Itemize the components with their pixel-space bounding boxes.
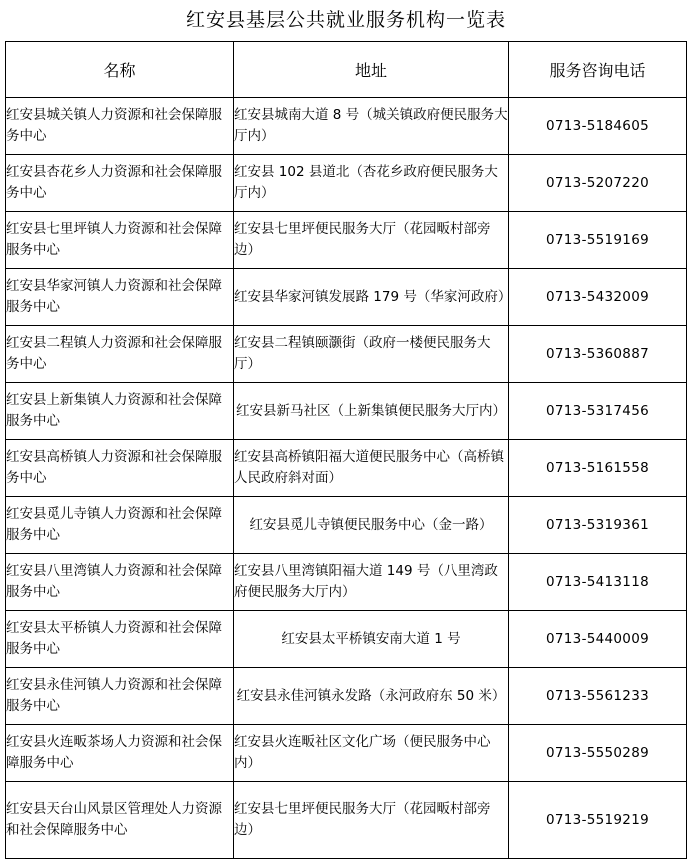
agency-address-text: 红安县高桥镇阳福大道便民服务中心（高桥镇人民政府斜对面） — [234, 449, 504, 486]
agency-address-text: 红安县太平桥镇安南大道 1 号 — [281, 630, 461, 647]
agency-name-text: 红安县华家河镇人力资源和社会保障服务中心 — [6, 278, 222, 315]
agency-name-cell — [6, 383, 234, 440]
agency-name-text: 红安县火连畈茶场人力资源和社会保障服务中心 — [6, 734, 222, 771]
agency-name-cell — [6, 326, 234, 383]
agency-phone-cell — [509, 668, 687, 725]
agency-name-text: 红安县城关镇人力资源和社会保障服务中心 — [6, 107, 222, 144]
agency-name-cell — [6, 497, 234, 554]
agency-table — [5, 41, 687, 859]
table-row — [6, 269, 687, 326]
agency-phone-text: 0713-5360887 — [546, 345, 649, 362]
agency-address-cell — [234, 611, 509, 668]
agency-address-text: 红安县二程镇颐灏街（政府一楼便民服务大厅） — [234, 335, 491, 372]
agency-phone-text: 0713-5317456 — [546, 402, 649, 419]
table-row — [6, 383, 687, 440]
agency-name-text: 红安县天台山风景区管理处人力资源和社会保障服务中心 — [6, 801, 222, 838]
agency-name-cell — [6, 554, 234, 611]
table-row — [6, 611, 687, 668]
agency-name-text: 红安县上新集镇人力资源和社会保障服务中心 — [6, 392, 222, 429]
agency-address-text: 红安县七里坪便民服务大厅（花园畈村部旁边） — [234, 801, 491, 838]
agency-address-text: 红安县八里湾镇阳福大道 149 号（八里湾政府便民服务大厅内） — [234, 563, 498, 600]
agency-phone-cell — [509, 497, 687, 554]
agency-phone-cell — [509, 554, 687, 611]
agency-phone-text: 0713-5561233 — [546, 687, 649, 704]
agency-address-text: 红安县永佳河镇永发路（永河政府东 50 米） — [236, 687, 506, 704]
agency-address-cell — [234, 497, 509, 554]
agency-address-cell — [234, 155, 509, 212]
agency-phone-cell — [509, 383, 687, 440]
agency-name-cell — [6, 155, 234, 212]
agency-address-text: 红安县 102 县道北（杏花乡政府便民服务大厅内） — [234, 164, 498, 201]
agency-name-cell — [6, 725, 234, 782]
agency-phone-cell — [509, 155, 687, 212]
table-row — [6, 98, 687, 155]
agency-name-cell — [6, 782, 234, 859]
agency-phone-text: 0713-5519169 — [546, 231, 649, 248]
agency-name-cell — [6, 98, 234, 155]
agency-name-cell — [6, 611, 234, 668]
agency-name-text: 红安县七里坪镇人力资源和社会保障服务中心 — [6, 221, 222, 258]
agency-address-text: 红安县火连畈社区文化广场（便民服务中心内） — [234, 734, 491, 771]
agency-phone-cell — [509, 782, 687, 859]
agency-address-cell — [234, 782, 509, 859]
column-header-phone: 服务咨询电话 — [509, 42, 687, 98]
agency-phone-text: 0713-5319361 — [546, 516, 649, 533]
agency-phone-text: 0713-5519219 — [546, 811, 649, 828]
agency-phone-cell — [509, 212, 687, 269]
agency-phone-text: 0713-5207220 — [546, 174, 649, 191]
agency-address-cell — [234, 383, 509, 440]
agency-phone-cell — [509, 98, 687, 155]
table-row — [6, 782, 687, 859]
table-row — [6, 212, 687, 269]
agency-phone-cell — [509, 326, 687, 383]
agency-address-text: 红安县七里坪便民服务大厅（花园畈村部旁边） — [234, 221, 491, 258]
column-header-address: 地址 — [234, 42, 509, 98]
table-row — [6, 668, 687, 725]
agency-phone-cell — [509, 725, 687, 782]
agency-name-text: 红安县二程镇人力资源和社会保障服务中心 — [6, 335, 222, 372]
agency-name-text: 红安县觅儿寺镇人力资源和社会保障服务中心 — [6, 506, 222, 543]
agency-address-text: 红安县城南大道 8 号（城关镇政府便民服务大厅内） — [234, 107, 508, 144]
table-row — [6, 440, 687, 497]
table-row — [6, 725, 687, 782]
agency-name-cell — [6, 212, 234, 269]
table-row — [6, 497, 687, 554]
agency-name-text: 红安县高桥镇人力资源和社会保障服务中心 — [6, 449, 222, 486]
agency-address-text: 红安县华家河镇发展路 179 号（华家河政府） — [234, 288, 512, 305]
agency-name-text: 红安县八里湾镇人力资源和社会保障服务中心 — [6, 563, 222, 600]
agency-phone-text: 0713-5161558 — [546, 459, 649, 476]
agency-address-cell — [234, 668, 509, 725]
agency-phone-text: 0713-5413118 — [546, 573, 649, 590]
agency-address-cell — [234, 725, 509, 782]
agency-address-cell — [234, 554, 509, 611]
agency-address-cell — [234, 326, 509, 383]
agency-address-cell — [234, 269, 512, 326]
agency-phone-text: 0713-5440009 — [546, 630, 649, 647]
agency-address-cell — [234, 212, 509, 269]
page-title: 红安县基层公共就业服务机构一览表 — [185, 9, 506, 31]
agency-address-text: 红安县觅儿寺镇便民服务中心（金一路） — [249, 516, 493, 533]
table-row — [6, 554, 687, 611]
agency-name-text: 红安县永佳河镇人力资源和社会保障服务中心 — [6, 677, 222, 714]
agency-address-text: 红安县新马社区（上新集镇便民服务大厅内） — [236, 402, 506, 419]
table-row — [6, 326, 687, 383]
column-header-name: 名称 — [6, 42, 234, 98]
agency-name-cell — [6, 440, 234, 497]
agency-name-text: 红安县太平桥镇人力资源和社会保障服务中心 — [6, 620, 222, 657]
table-row — [6, 155, 687, 212]
agency-phone-text: 0713-5550289 — [546, 744, 649, 761]
agency-address-cell — [234, 440, 509, 497]
agency-address-cell — [234, 98, 509, 155]
agency-phone-cell — [509, 269, 687, 326]
agency-phone-text: 0713-5184605 — [546, 117, 649, 134]
table-body — [6, 98, 687, 859]
agency-phone-cell — [509, 440, 687, 497]
agency-name-cell — [6, 668, 234, 725]
table-header-row — [6, 42, 687, 98]
agency-phone-cell — [509, 611, 687, 668]
agency-name-cell — [6, 269, 234, 326]
agency-name-text: 红安县杏花乡人力资源和社会保障服务中心 — [6, 164, 222, 201]
agency-phone-text: 0713-5432009 — [546, 288, 649, 305]
